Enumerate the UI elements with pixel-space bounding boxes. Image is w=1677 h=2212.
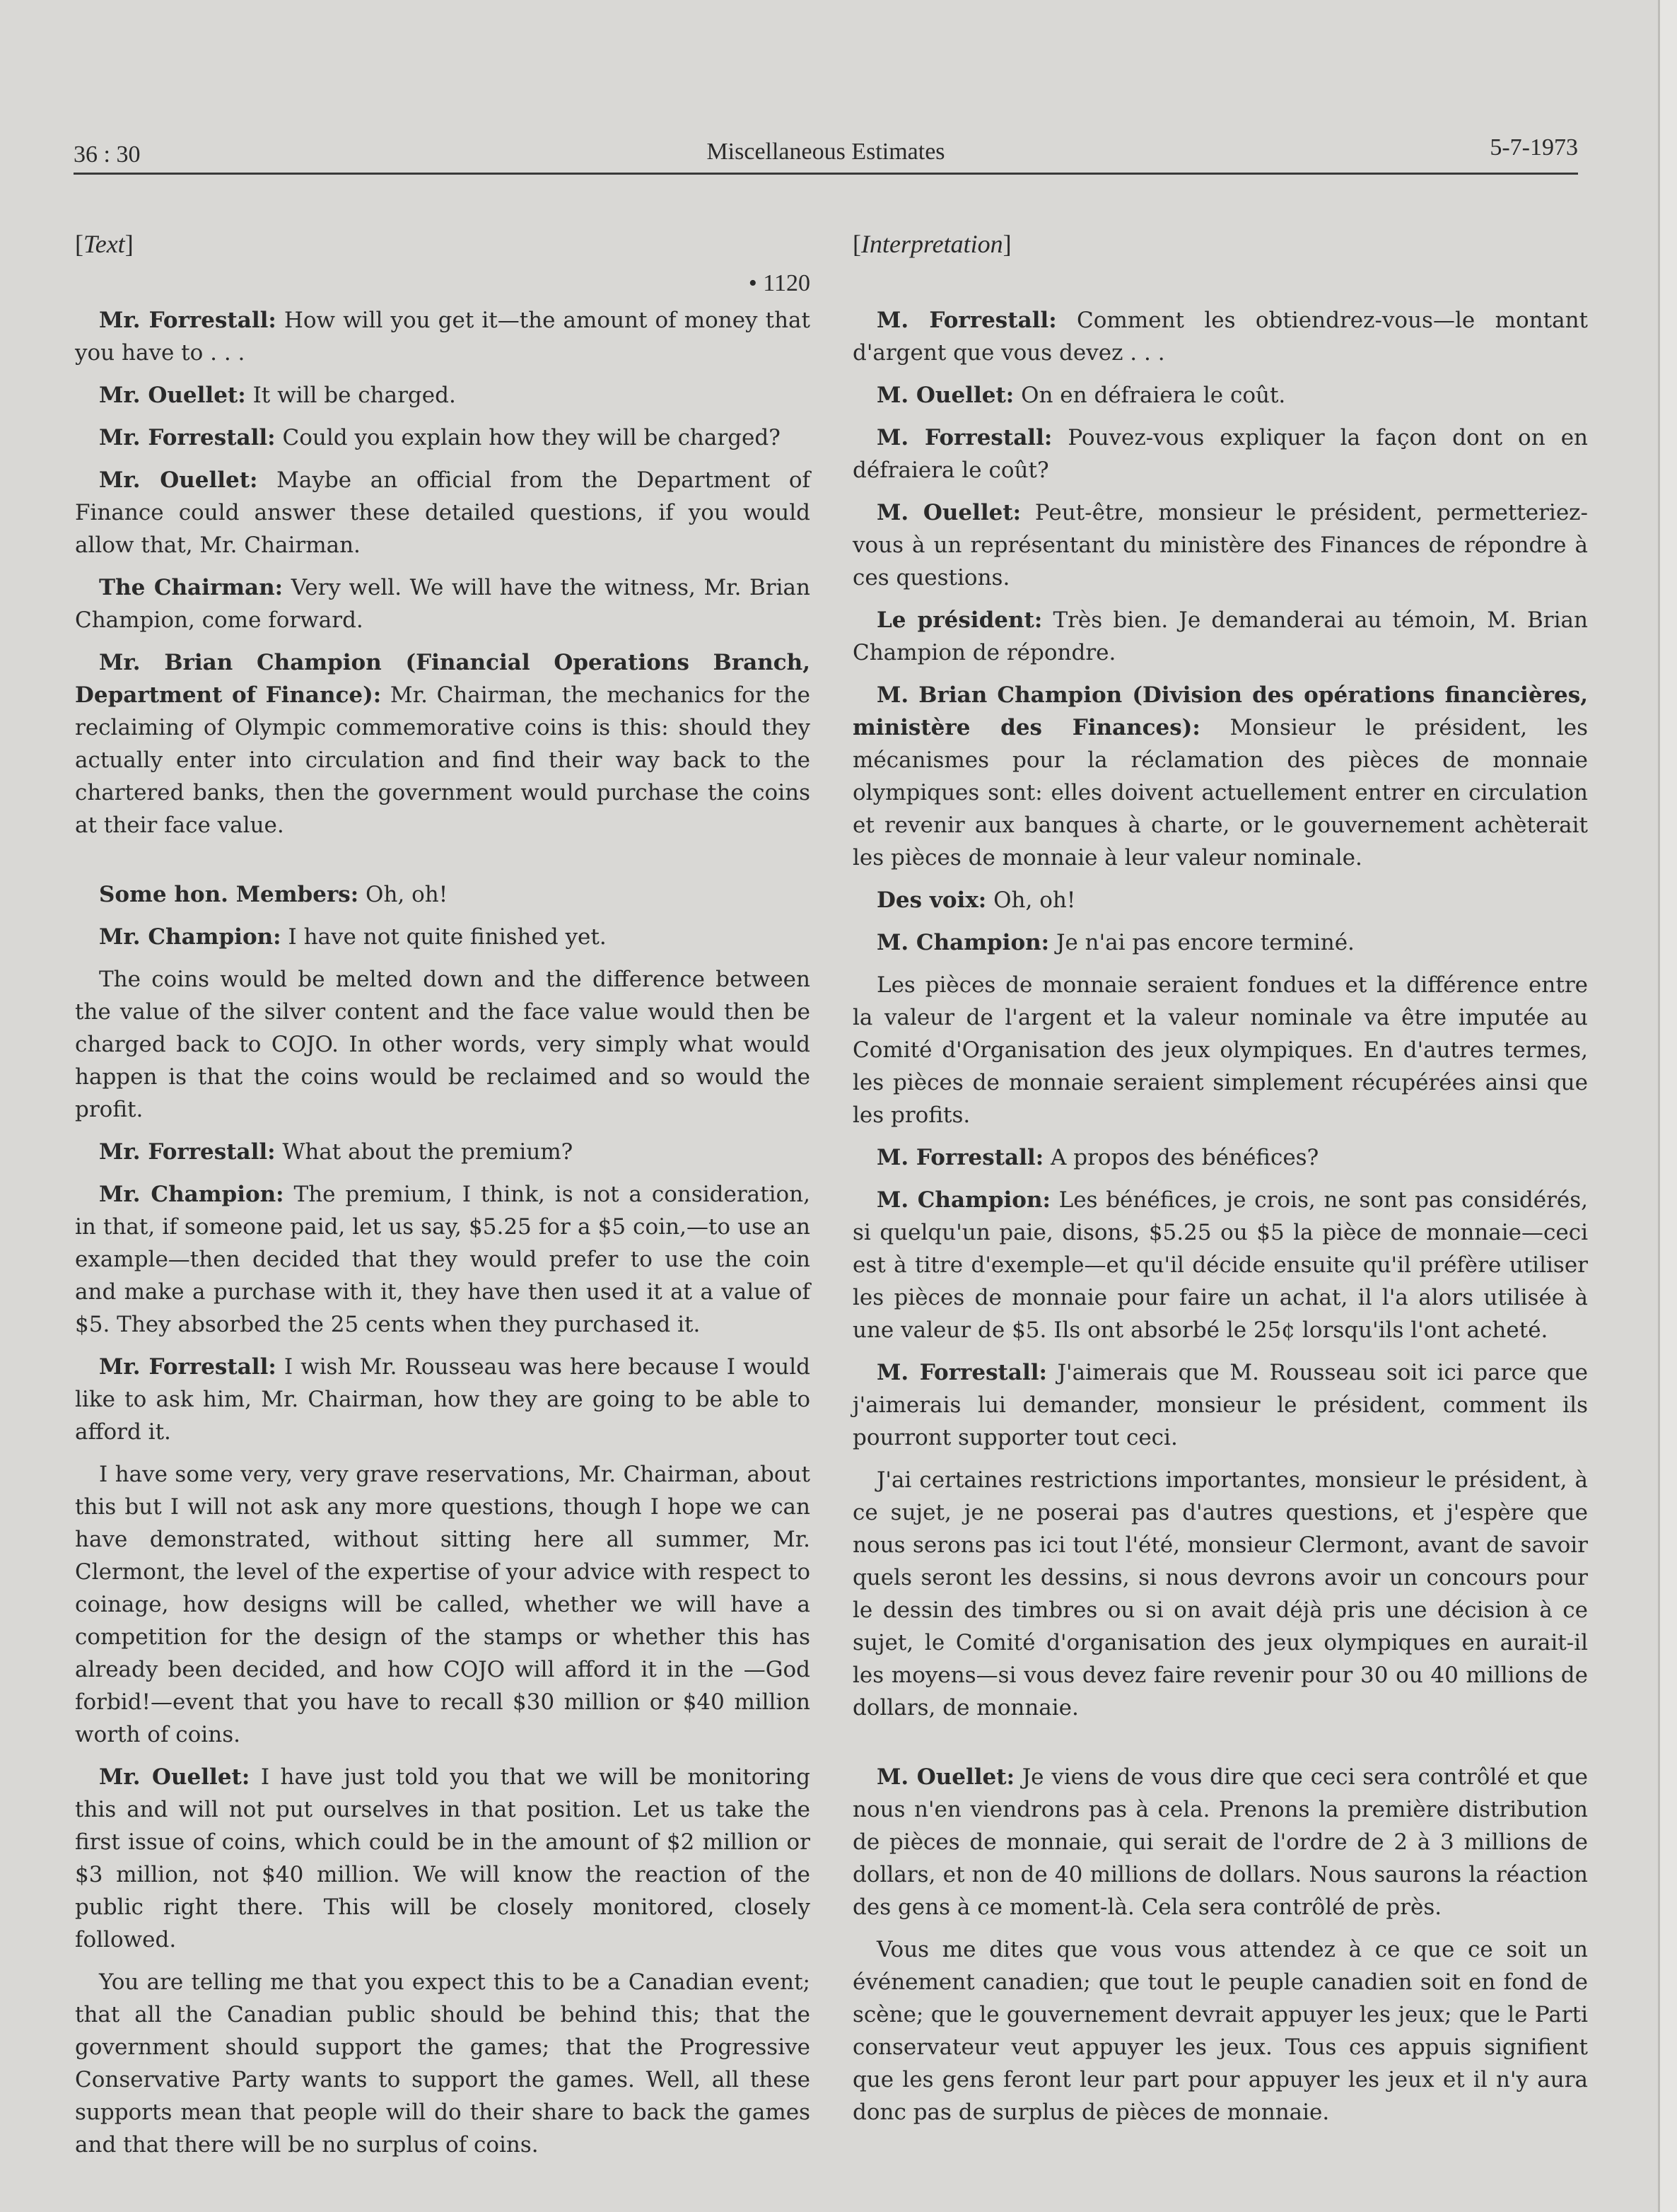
speaker-name: Mr. Champion: bbox=[99, 924, 281, 950]
speaker-name: M. Forrestall: bbox=[877, 1145, 1044, 1170]
speech-text: I have not quite finished yet. bbox=[288, 924, 607, 950]
transcript-paragraph bbox=[75, 421, 810, 454]
transcript-paragraph bbox=[853, 379, 1588, 412]
speech-text: Oh, oh! bbox=[993, 887, 1076, 913]
speaker-name: Mr. Champion: bbox=[99, 1182, 284, 1207]
english-paragraphs bbox=[75, 304, 810, 2161]
speech-text: On en défraiera le coût. bbox=[1021, 383, 1286, 408]
transcript-paragraph bbox=[853, 926, 1588, 959]
speaker-name: M. Ouellet: bbox=[877, 383, 1015, 408]
transcript-paragraph bbox=[75, 963, 810, 1126]
transcript-paragraph bbox=[75, 379, 810, 412]
speech-text: J'aimerais que M. Rousseau soit ici parce que j'aimerais lui demander, monsieur le président, comment ils pourront supporter tout ceci. bbox=[853, 1360, 1588, 1450]
speaker-name: M. Forrestall: bbox=[877, 425, 1053, 450]
speech-text: It will be charged. bbox=[252, 383, 456, 408]
speaker-name: Mr. Forrestall: bbox=[99, 1354, 276, 1380]
transcript-paragraph bbox=[853, 969, 1588, 1131]
speaker-name: M. Ouellet: bbox=[877, 1764, 1015, 1790]
page-edge bbox=[1658, 0, 1677, 2212]
transcript-paragraph bbox=[75, 1136, 810, 1168]
speech-text: Les bénéfices, je crois, ne sont pas considérés, si quelqu'un paie, disons, $5.25 ou $5 la pièce de monnaie—ceci est à titre d'exemple—et qu'il décide ensuite qu'il préfère utiliser les pièces de monnaie pour faire un achat, il l'a alors utilisée à une valeur de $5. Ils ont absorbé le 25¢ lorsqu'ils l'ont acheté. bbox=[853, 1187, 1588, 1343]
speech-text: I wish Mr. Rousseau was here because I would like to ask him, Mr. Chairman, how they are going to be able to afford it. bbox=[75, 1354, 811, 1445]
speaker-name: Mr. Forrestall: bbox=[99, 308, 276, 333]
transcript-paragraph bbox=[853, 884, 1588, 916]
transcript-paragraph bbox=[75, 1178, 810, 1341]
speaker-name: Mr. Brian Champion (Financial Operations Branch, Department of Finance): bbox=[75, 650, 810, 708]
speaker-name: M. Champion: bbox=[877, 1187, 1051, 1213]
running-header bbox=[74, 133, 1578, 175]
speaker-name: M. Brian Champion (Division des opérations financières, ministère des Finances): bbox=[853, 682, 1588, 740]
speech-text: Monsieur le président, les mécanismes pour la réclamation des pièces de monnaie olympiques sont: elles doivent actuellement entrer en circulation et revenir aux banques à charte, or le gouvernement achèterait les pièces de monnaie à leur valeur nominale. bbox=[853, 715, 1588, 871]
transcript-paragraph bbox=[75, 1966, 810, 2161]
speaker-name: Mr. Forrestall: bbox=[99, 425, 276, 450]
transcript-paragraph bbox=[853, 1464, 1588, 1724]
speaker-name: Mr. Forrestall: bbox=[99, 1139, 276, 1165]
transcript-paragraph bbox=[853, 679, 1588, 874]
speech-text: Comment les obtiendrez-vous—le montant d'argent que vous devez . . . bbox=[853, 308, 1588, 366]
speech-text: What about the premium? bbox=[282, 1139, 573, 1165]
speech-text: Je viens de vous dire que ceci sera contrôlé et que nous n'en viendrons pas à cela. Prenons la première distribution de pièces de monnaie, qui serait de l'ordre de 2 à 3 millions de dollars, et non de 40 millions de dollars. Nous saurons la réaction des gens à ce moment-là. Cela sera contrôlé de près. bbox=[853, 1764, 1588, 1920]
transcript-paragraph bbox=[75, 1761, 810, 1956]
speaker-name: Mr. Ouellet: bbox=[99, 383, 246, 408]
speaker-name: Some hon. Members: bbox=[99, 882, 359, 907]
speech-text: Peut-être, monsieur le président, permetteriez-vous à un représentant du ministère des Finances de répondre à ces questions. bbox=[853, 500, 1588, 590]
transcript-paragraph bbox=[853, 1141, 1588, 1174]
speaker-name: Des voix: bbox=[877, 887, 987, 913]
transcript-paragraph bbox=[853, 1933, 1588, 2129]
header-title: Miscellaneous Estimates bbox=[706, 139, 945, 165]
speech-text: J'ai certaines restrictions importantes, monsieur le président, à ce sujet, je ne poserai pas d'autres questions, et j'espère que nous serons pas ici tout l'été, monsieur Clermont, avant de savoir quels seront les dessins, si nous devrons avoir un concours pour le dessin des timbres ou si on avait déjà pris une décision à ce sujet, le Comité d'organisation des jeux olympiques en aurait-il les moyens—si vous devez faire revenir pour 30 ou 40 millions de dollars, de monnaie. bbox=[853, 1467, 1588, 1721]
speech-text: You are telling me that you expect this to be a Canadian event; that all the Canadian public should be behind this; that the government should support the games; that the Progressive Conservative Party wants to support the games. Well, all these supports mean that people will do their share to back the games and that there will be no surplus of coins. bbox=[75, 1969, 810, 2158]
speech-text: Pouvez-vous expliquer la façon dont on en défraiera le coût? bbox=[853, 425, 1588, 483]
transcript-paragraph bbox=[853, 1356, 1588, 1454]
transcript-paragraph bbox=[75, 464, 810, 561]
english-column bbox=[75, 228, 810, 2171]
transcript-paragraph bbox=[75, 571, 810, 636]
speech-text: Mr. Chairman, the mechanics for the reclaiming of Olympic commemorative coins is this: should they actually enter into circulation and find their way back to the chartered banks, then the government would purchase the coins at their face value. bbox=[75, 682, 810, 838]
french-column bbox=[853, 228, 1588, 2138]
label-text: Interpretation bbox=[861, 230, 1003, 258]
speaker-name: Le président: bbox=[877, 607, 1043, 633]
transcript-paragraph bbox=[75, 646, 810, 842]
speech-text: Les pièces de monnaie seraient fondues et la différence entre la valeur de l'argent et la valeur nominale va être imputée au Comité d'Organisation des jeux olympiques. En d'autres termes, les pièces de monnaie seraient simplement récupérées ainsi que les profits. bbox=[853, 972, 1588, 1128]
speech-text: Very well. We will have the witness, Mr. Brian Champion, come forward. bbox=[75, 575, 810, 633]
transcript-paragraph bbox=[853, 496, 1588, 594]
transcript-paragraph bbox=[75, 921, 810, 953]
speech-text: The coins would be melted down and the difference between the value of the silver content and the face value would then be charged back to COJO. In other words, very simply what would happen is that the coins would be reclaimed and so would the profit. bbox=[75, 967, 810, 1122]
transcript-paragraph bbox=[853, 1761, 1588, 1923]
transcript-paragraph bbox=[75, 304, 810, 369]
transcript-paragraph bbox=[75, 1458, 810, 1751]
speaker-name: M. Ouellet: bbox=[877, 500, 1022, 525]
page-number: 36 : 30 bbox=[74, 141, 141, 168]
column-label-interpretation: [Interpretation] bbox=[853, 230, 1012, 258]
transcript-paragraph bbox=[853, 421, 1588, 487]
speech-text: Maybe an official from the Department of Finance could answer these detailed questions, if you would allow that, Mr. Chairman. bbox=[75, 467, 810, 558]
speech-text: A propos des bénéfices? bbox=[1051, 1145, 1319, 1170]
transcript-paragraph bbox=[853, 304, 1588, 369]
speech-text: Très bien. Je demanderai au témoin, M. Brian Champion de répondre. bbox=[853, 607, 1588, 665]
speaker-name: Mr. Ouellet: bbox=[99, 1764, 250, 1790]
speaker-name: The Chairman: bbox=[99, 575, 284, 600]
transcript-paragraph bbox=[75, 1351, 810, 1448]
speaker-name: M. Champion: bbox=[877, 930, 1050, 955]
speech-text: Oh, oh! bbox=[366, 882, 448, 907]
french-paragraphs bbox=[853, 304, 1588, 2129]
speaker-name: M. Forrestall: bbox=[877, 1360, 1047, 1385]
speech-text: Vous me dites que vous vous attendez à ce que ce soit un événement canadien; que tout le peuple canadien soit en fond de scène; que le gouvernement devrait appuyer les jeux; que le Parti conservateur veut appuyer les jeux. Tous ces appuis signifient que les gens feront leur part pour appuyer les jeux et il n'y aura donc pas de surplus de pièces de monnaie. bbox=[853, 1937, 1588, 2125]
column-label-text: [Text] bbox=[75, 230, 134, 258]
speaker-name: M. Forrestall: bbox=[877, 308, 1057, 333]
speech-text: Could you explain how they will be charged? bbox=[282, 425, 781, 450]
header-date: 5-7-1973 bbox=[1490, 134, 1578, 161]
speech-text: I have some very, very grave reservations, Mr. Chairman, about this but I will not ask any more questions, though I hope we can have demonstrated, without sitting here all summer, Mr. Clermont, the level of the expertise of your advice with respect to coinage, how designs will be called, whether we will have a competition for the design of the stamps or whether this has already been decided, and how COJO will afford it in the —God forbid!—event that you have to recall $30 million or $40 million worth of coins. bbox=[75, 1462, 810, 1747]
label-text: Text bbox=[83, 230, 125, 258]
transcript-paragraph bbox=[853, 604, 1588, 669]
transcript-paragraph bbox=[75, 878, 810, 911]
speech-text: The premium, I think, is not a consideration, in that, if someone paid, let us say, $5.25 for a $5 coin,—to use an example—then decided that they would prefer to use the coin and make a purchase with it, they have then used it at a value of $5. They absorbed the 25 cents when they purchased it. bbox=[75, 1182, 810, 1337]
time-marker: • 1120 bbox=[748, 270, 810, 296]
transcript-paragraph bbox=[853, 1184, 1588, 1346]
speaker-name: Mr. Ouellet: bbox=[99, 467, 258, 493]
speech-text: How will you get it—the amount of money that you have to . . . bbox=[75, 308, 810, 366]
speech-text: I have just told you that we will be monitoring this and will not put ourselves in that position. Let us take the first issue of coins, which could be in the amount of $2 million or $3 million, not $40 million. We will know the reaction of the public right there. This will be closely monitored, closely followed. bbox=[75, 1764, 810, 1952]
speech-text: Je n'ai pas encore terminé. bbox=[1056, 930, 1355, 955]
